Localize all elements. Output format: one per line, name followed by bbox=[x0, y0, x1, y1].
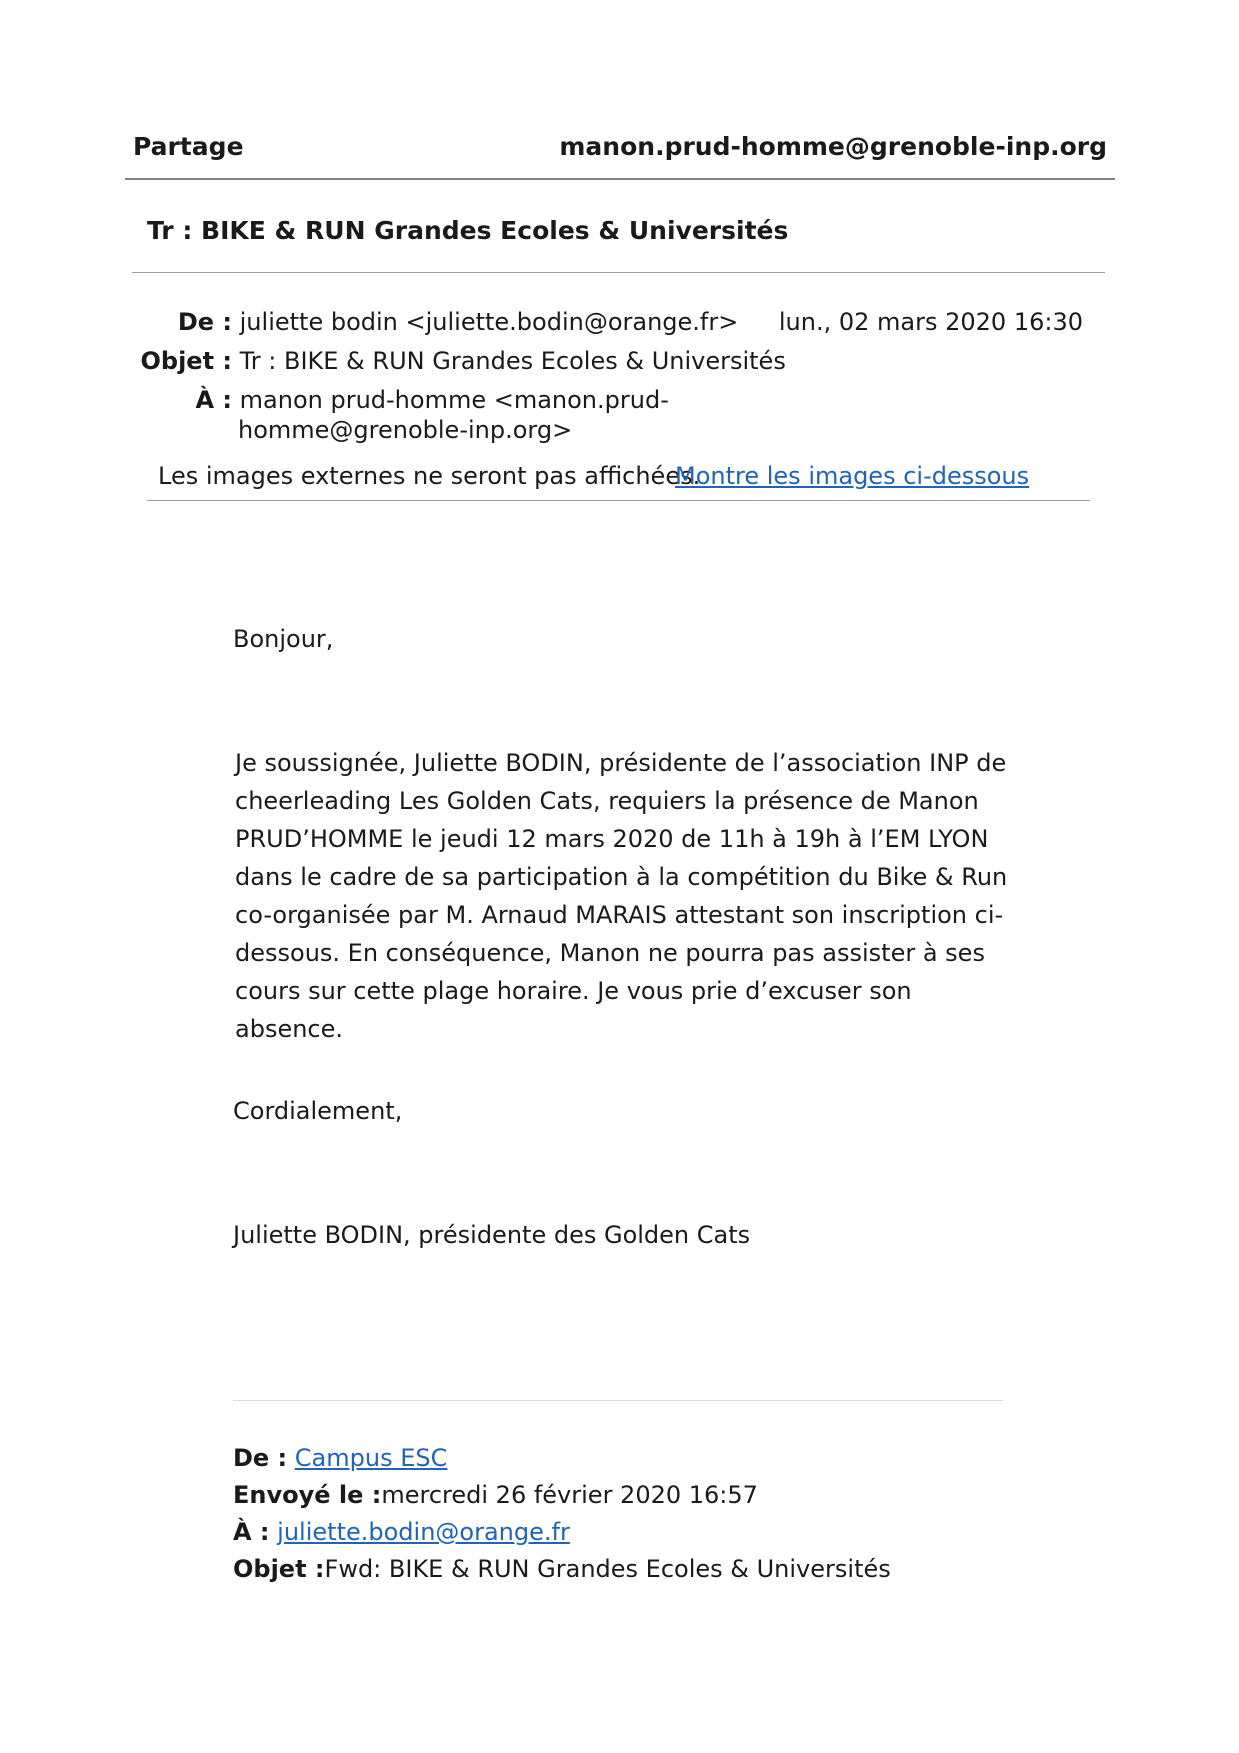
fwd-sent-row bbox=[233, 1477, 758, 1514]
header-left-label: Partage bbox=[133, 132, 244, 161]
fwd-to-row bbox=[233, 1514, 570, 1551]
subject-divider bbox=[132, 272, 1105, 273]
meta-subject-row bbox=[140, 343, 786, 379]
fwd-from-row bbox=[233, 1440, 447, 1477]
meta-subject-value: Tr : BIKE & RUN Grandes Ecoles & Universités bbox=[239, 347, 786, 375]
meta-to-value-line2: homme@grenoble-inp.org> bbox=[238, 416, 573, 444]
fwd-to-link[interactable]: juliette.bodin@orange.fr bbox=[277, 1518, 570, 1546]
meta-divider bbox=[147, 500, 1090, 501]
meta-subject-label: Objet : bbox=[140, 347, 232, 375]
forward-divider bbox=[233, 1400, 1003, 1401]
fwd-sent-value: mercredi 26 février 2020 16:57 bbox=[381, 1481, 758, 1509]
account-email: manon.prud-homme@grenoble-inp.org bbox=[559, 132, 1107, 161]
fwd-from-label: De : bbox=[233, 1444, 288, 1472]
fwd-to-label: À : bbox=[233, 1518, 270, 1546]
meta-to-label: À : bbox=[195, 386, 232, 414]
meta-from-row bbox=[140, 304, 738, 340]
meta-date: lun., 02 mars 2020 16:30 bbox=[778, 308, 1083, 336]
meta-to-value-line1: manon prud-homme <manon.prud- bbox=[239, 386, 669, 414]
header-divider bbox=[125, 178, 1115, 180]
fwd-sent-label: Envoyé le : bbox=[233, 1481, 382, 1509]
show-images-link[interactable]: Montre les images ci-dessous bbox=[675, 462, 1030, 490]
fwd-subject-value: Fwd: BIKE & RUN Grandes Ecoles & Universités bbox=[324, 1555, 891, 1583]
meta-from-label: De : bbox=[177, 308, 232, 336]
fwd-subject-label: Objet : bbox=[233, 1555, 325, 1583]
body-greeting: Bonjour, bbox=[233, 625, 334, 653]
fwd-from-link[interactable]: Campus ESC bbox=[294, 1444, 448, 1472]
body-closing: Cordialement, bbox=[233, 1097, 403, 1125]
body-paragraph: Je soussignée, Juliette BODIN, présidente de l’association INP de cheerleading Les Golden Cats, requiers la présence de Manon PRUD’HOMME le jeudi 12 mars 2020 de 11h à 19h à l’EM LYON dans le cadre de sa participation à la compétition du Bike & Run co-organisée par M. Arnaud MARAIS attestant son inscription ci-dessous. En conséquence, Manon ne pourra pas assister à ses cours sur cette plage horaire. Je vous prie d’excuser son absence. bbox=[235, 749, 1008, 1043]
body-signature: Juliette BODIN, présidente des Golden Cats bbox=[233, 1221, 751, 1249]
fwd-subject-row bbox=[233, 1551, 891, 1588]
images-notice-text: Les images externes ne seront pas affichées. bbox=[158, 462, 701, 490]
meta-from-value: juliette bodin <juliette.bodin@orange.fr> bbox=[239, 308, 739, 336]
message-subject-title: Tr : BIKE & RUN Grandes Ecoles & Universités bbox=[147, 216, 789, 245]
